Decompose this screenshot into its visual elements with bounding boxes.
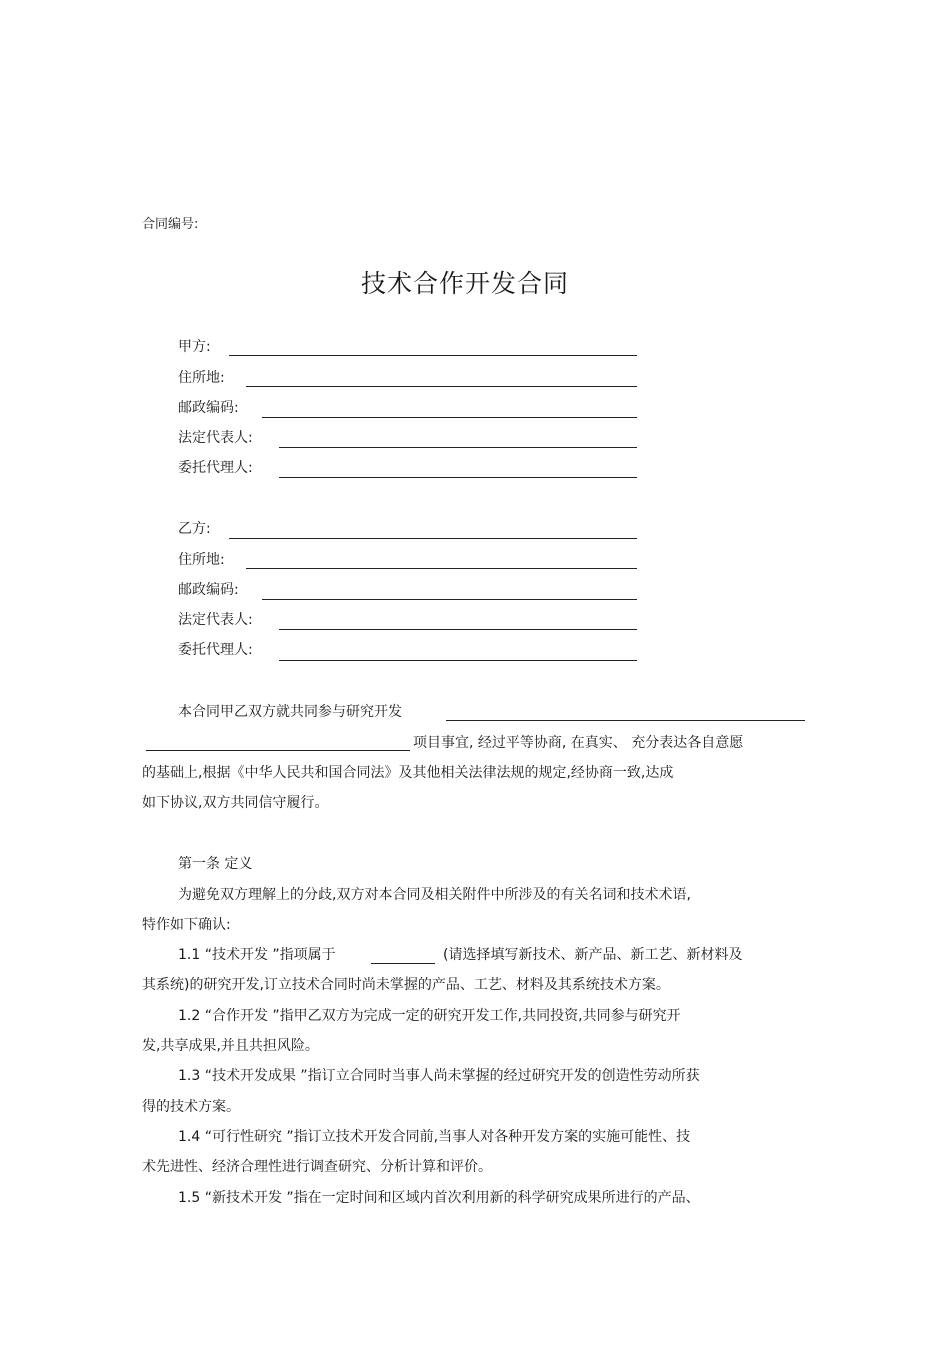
article-1-para-line-1: 为避免双方理解上的分歧,双方对本合同及相关附件中所涉及的有关名词和技术术语, [178,887,691,903]
party-b-address-label: 住所地: [178,552,225,568]
definition-1-3: 1.3 “技术开发成果 ”指订立合同时当事人尚未掌握的经过研究开发的创造性劳动所获 [178,1068,700,1084]
intro-line-3: 的基础上,根据《中华人民共和国合同法》及其他相关法律法规的规定,经协商一致,达成 [142,765,674,781]
definition-1-2-cont: 发,共享成果,并且共担风险。 [142,1038,319,1054]
party-a-agent-label: 委托代理人: [178,460,253,476]
party-b-postal-blank[interactable] [262,599,637,600]
definition-1-2: 1.2 “合作开发 ”指甲乙双方为完成一定的研究开发工作,共同投资,共同参与研究开 [178,1008,681,1024]
party-a-address-blank[interactable] [246,386,637,387]
contract-number-label: 合同编号: [142,217,199,232]
party-b-name-blank[interactable] [229,538,637,539]
definition-1-1-cont: 其系统)的研究开发,订立技术合同时尚未掌握的产品、工艺、材料及其系统技术方案。 [142,977,670,993]
intro-line-1: 本合同甲乙双方就共同参与研究开发 [178,704,402,720]
article-1-heading: 第一条 定义 [178,856,253,872]
party-b-agent-blank[interactable] [279,660,637,661]
party-b-legal-rep-label: 法定代表人: [178,612,253,628]
project-name-blank-1[interactable] [446,720,805,721]
party-a-legal-rep-label: 法定代表人: [178,430,253,446]
party-a-legal-rep-blank[interactable] [279,447,637,448]
party-a-address-label: 住所地: [178,370,225,386]
party-a-name-blank[interactable] [229,355,637,356]
party-b-address-blank[interactable] [246,568,637,569]
definition-1-5: 1.5 “新技术开发 ”指在一定时间和区域内首次利用新的科学研究成果所进行的产品、 [178,1190,700,1206]
intro-line-2: 项目事宜, 经过平等协商, 在真实、 充分表达各自意愿 [413,735,744,751]
party-a-postal-blank[interactable] [262,417,637,418]
project-name-blank-2[interactable] [146,750,410,751]
party-a-name-label: 甲方: [178,339,211,355]
definition-1-4: 1.4 “可行性研究 ”指订立技术开发合同前,当事人对各种开发方案的实施可能性、技 [178,1129,691,1145]
party-a-agent-blank[interactable] [279,477,637,478]
definition-1-1-options: (请选择填写新技术、新产品、新工艺、新材料及 [443,947,743,963]
party-b-name-label: 乙方: [178,521,211,537]
article-1-para-line-2: 特作如下确认: [142,917,231,933]
definition-1-4-cont: 术先进性、经济合理性进行调查研究、分析计算和评价。 [142,1159,492,1175]
definition-1-3-cont: 得的技术方案。 [142,1099,240,1115]
party-b-postal-label: 邮政编码: [178,582,239,598]
document-title: 技术合作开发合同 [361,269,570,298]
definition-1-1-start: 1.1 “技术开发 ”指项属于 [178,947,336,963]
party-b-legal-rep-blank[interactable] [279,629,637,630]
intro-line-4: 如下协议,双方共同信守履行。 [142,795,329,811]
tech-type-blank[interactable] [371,963,435,964]
party-b-agent-label: 委托代理人: [178,642,253,658]
party-a-postal-label: 邮政编码: [178,400,239,416]
